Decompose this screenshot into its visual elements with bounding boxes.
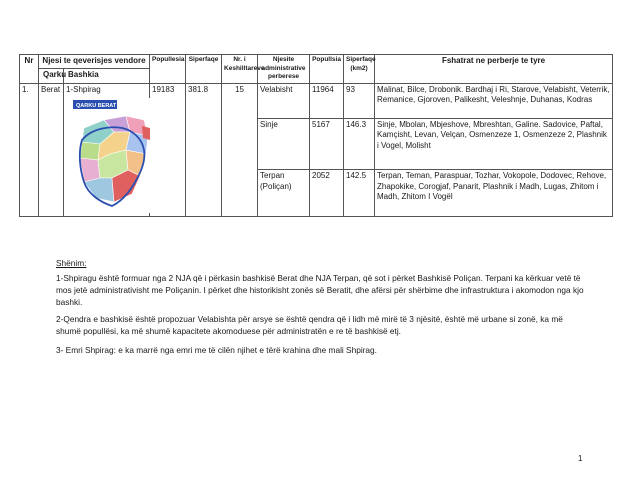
cell-keshilltare: 15 — [222, 83, 258, 217]
header-unit-group: Njesi te qeverisjes vendore — [39, 55, 150, 69]
notes-title: Shënim: — [56, 258, 87, 268]
cell-unit-area: 93 — [344, 83, 375, 118]
cell-unit-area: 142.5 — [344, 170, 375, 217]
berat-region-map — [70, 98, 155, 213]
cell-unit-villages: Malinat, Bilce, Drobonik. Bardhaj i Ri, Starove, Velabisht, Veterrik, Remanice, Gjoroven, Palikesht, Veleshnje, Duhanas, Kodras — [375, 83, 613, 118]
cell-popullsia: 19183 — [150, 83, 186, 217]
cell-unit-name: Velabisht — [258, 83, 310, 118]
header-njesite: Njesite administrative perberese — [258, 55, 310, 84]
cell-unit-name: Terpan (Poliçan) — [258, 170, 310, 217]
cell-unit-pop: 5167 — [310, 118, 344, 169]
header-popullsia-unit: Popullsia — [310, 55, 344, 84]
map-highlight-region — [142, 126, 150, 140]
header-popullsia: Popullesia — [150, 55, 186, 84]
cell-unit-name: Sinje — [258, 118, 310, 169]
cell-unit-villages: Sinje, Mbolan, Mbjeshove, Mbreshtan, Galine. Sadovice, Paftal, Kamçisht, Levan, Velçan, Osmenzeze 1, Osmenzeze 2, Plashnik i Vogel, Molisht — [375, 118, 613, 169]
cell-unit-pop: 11964 — [310, 83, 344, 118]
page-number: 1 — [578, 454, 583, 463]
cell-unit-area: 146.3 — [344, 118, 375, 169]
header-nr: Nr — [20, 55, 39, 84]
note-1: 1-Shpiragu është formuar nga 2 NJA që i përkasin bashkisë Berat dhe NJA Terpan, që sot i përket Bashkisë Poliçan. Terpani ka kërkuar vetë të mos jetë administrativisht me Poliçanin. I përket dhe historikisht zonës së Beratit, dhe afërsi për shërbime dhe infrastruktura i akomodon nga kjo bashki. — [56, 273, 584, 307]
header-siperfaqe-km2: Siperfaqe (km2) — [344, 55, 375, 84]
cell-qarku: Berat — [39, 83, 64, 217]
note-2: 2-Qendra e bashkisë është propozuar Velabishta për arsye se është qendra që i lidh më mirë të 3 njësitë, është më urbane si zonë, ka më shumë popullësi, ka më shumë kapacitete akomoduese për administratën e re të bashkisë etj. — [56, 314, 563, 336]
cell-nr: 1. — [20, 83, 39, 217]
header-siperfaqe: Siperfaqe — [186, 55, 222, 84]
municipality-table — [19, 54, 613, 217]
cell-unit-pop: 2052 — [310, 170, 344, 217]
header-qarku: Qarku — [39, 69, 64, 83]
bashkia-name: 1-Shpirag — [66, 84, 101, 94]
header-bashkia: Bashkia — [64, 69, 150, 83]
cell-unit-villages: Terpan, Teman, Paraspuar, Tozhar, Vokopole, Dodovec, Rehove, Zhapokike, Corogjaf, Panarit, Plashnik i Madh, Lugas, Zhitom i Madh, Zhitom I Vogël — [375, 170, 613, 217]
table-row — [20, 83, 613, 118]
map-title: QARKU BERAT — [76, 103, 117, 109]
header-keshilltare: Nr. i Keshilltareve — [222, 55, 258, 84]
cell-siperfaqe: 381.8 — [186, 83, 222, 217]
cell-bashkia — [64, 83, 150, 217]
note-3: 3- Emri Shpirag: e ka marrë nga emri me të cilën njihet e tërë krahina dhe mali Shpirag. — [56, 345, 377, 355]
map-region — [80, 142, 100, 160]
header-fshatrat: Fshatrat ne perberje te tyre — [375, 55, 613, 84]
